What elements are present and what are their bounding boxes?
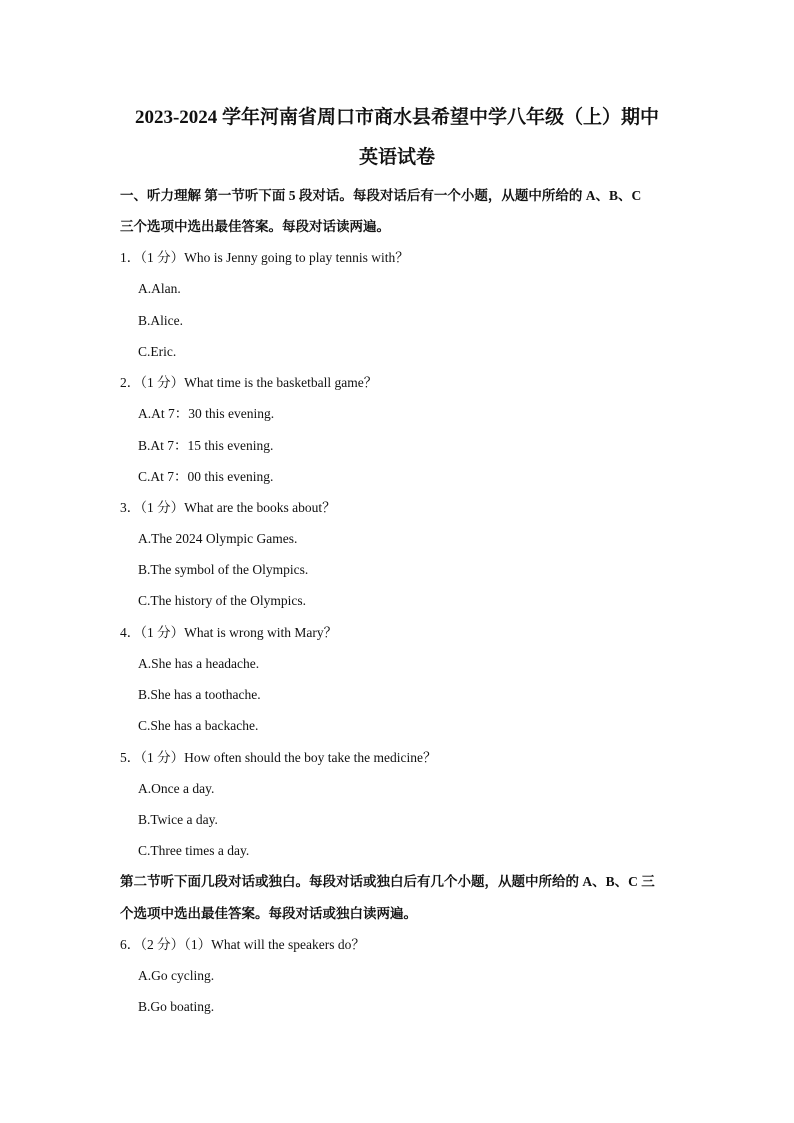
question-6-option-b: B.Go boating. <box>138 999 215 1014</box>
section2-instructions-line1: 第二节听下面几段对话或独白。每段对话或独白后有几个小题，从题中所给的 A、B、C 三 <box>120 874 655 889</box>
question-6-option-a: A.Go cycling. <box>138 968 215 983</box>
question-2-option-c: C.At 7：00 this evening. <box>138 469 274 484</box>
question-5-option-c: C.Three times a day. <box>138 843 250 858</box>
question-6-stem: 6．（2 分）（1）What will the speakers do？ <box>120 937 365 952</box>
question-5-stem: 5．（1 分）How often should the boy take the medicine？ <box>120 750 437 765</box>
question-1-option-b: B.Alice. <box>138 313 183 328</box>
question-4-stem: 4．（1 分）What is wrong with Mary？ <box>120 625 338 640</box>
question-3-option-c: C.The history of the Olympics. <box>138 593 306 608</box>
question-3-option-b: B.The symbol of the Olympics. <box>138 562 309 577</box>
question-1-stem: 1．（1 分）Who is Jenny going to play tennis with？ <box>120 250 409 265</box>
question-1-option-a: A.Alan. <box>138 281 181 296</box>
section2-instructions-line2: 个选项中选出最佳答案。每段对话或独白读两遍。 <box>120 906 417 921</box>
section1-instructions-line1: 一、听力理解 第一节听下面 5 段对话。每段对话后有一个小题，从题中所给的 A、B、C <box>120 188 642 203</box>
section1-instructions-line2: 三个选项中选出最佳答案。每段对话读两遍。 <box>120 219 390 234</box>
question-5-option-a: A.Once a day. <box>138 781 215 796</box>
question-1-option-c: C.Eric. <box>138 344 177 359</box>
question-4-option-b: B.She has a toothache. <box>138 687 261 702</box>
question-4-option-c: C.She has a backache. <box>138 718 259 733</box>
question-2-option-b: B.At 7：15 this evening. <box>138 438 274 453</box>
question-5-option-b: B.Twice a day. <box>138 812 218 827</box>
question-3-option-a: A.The 2024 Olympic Games. <box>138 531 298 546</box>
question-3-stem: 3．（1 分）What are the books about？ <box>120 500 336 515</box>
question-2-stem: 2．（1 分）What time is the basketball game？ <box>120 375 378 390</box>
exam-title-line1: 2023-2024 学年河南省周口市商水县希望中学八年级（上）期中 <box>134 107 660 128</box>
exam-title-line2: 英语试卷 <box>358 147 435 168</box>
question-2-option-a: A.At 7：30 this evening. <box>138 406 275 421</box>
question-4-option-a: A.She has a headache. <box>138 656 260 671</box>
